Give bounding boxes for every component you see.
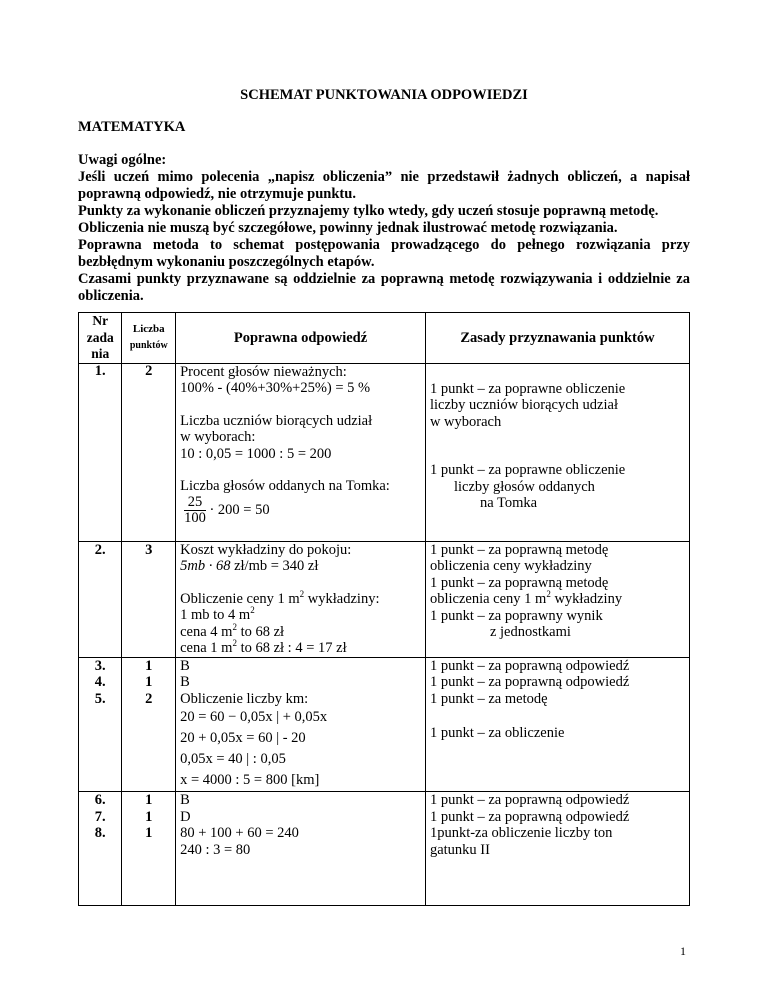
scoring-table — [78, 312, 690, 906]
note-line: Jeśli uczeń mimo polecenia „napisz obliczenia” nie przedstawił żadnych obliczeń, a napisał poprawną odpowiedź, nie otrzymuje punktu. — [78, 169, 690, 202]
task-rules: 1 punkt – za poprawną metodę obliczenia ceny wykładziny 1 punkt – za poprawną metodę obliczenia ceny 1 $m^2$ wykładziny 1 punkt – za poprawny wynik z jednostkami — [425, 541, 689, 657]
table-header-row — [79, 313, 690, 364]
table-row — [79, 792, 690, 906]
task-points: 1 1 2 — [122, 657, 176, 792]
task-answer: Koszt wykładziny do pokoju: 5mb · 68 zł/mb = 340 zł Obliczenie ceny 1 $m^2$ wykładziny: 1 mb to 4 $m^2$ cena 4 $m^2$ to 68 zł cena 1 $m^2$ to 68 zł : 4 = 17 zł — [176, 541, 426, 657]
task-answer: B B Obliczenie liczby km: 20 = 60 − 0,05x | + 0,05x 20 + 0,05x = 60 | - 20 0,05x = 40 | : 0,05 x = 4000 : 5 = 800 [km] — [176, 657, 426, 792]
task-rules: 1 punkt – za poprawną odpowiedź 1 punkt – za poprawną odpowiedź 1 punkt – za metodę 1 punkt – za obliczenie — [425, 657, 689, 792]
header-rules: Zasady przyznawania punktów — [425, 313, 689, 364]
task-number: 1. — [79, 363, 122, 541]
task-number: 6. 7. 8. — [79, 792, 122, 906]
task-number: 2. — [79, 541, 122, 657]
note-line: Czasami punkty przyznawane są oddzielnie za poprawną metodę rozwiązywania i oddzielnie za obliczenia. — [78, 271, 690, 304]
notes-heading: Uwagi ogólne: — [78, 152, 167, 168]
header-answer: Poprawna odpowiedź — [176, 313, 426, 364]
header-task-number: Nr zada nia — [79, 313, 122, 364]
task-points: 1 1 1 — [122, 792, 176, 906]
note-line: Punkty za wykonanie obliczeń przyznajemy tylko wtedy, gdy uczeń stosuje poprawną metodę. — [78, 203, 659, 219]
task-number: 3. 4. 5. — [79, 657, 122, 792]
subject-heading: MATEMATYKA — [78, 119, 186, 135]
fraction-expression: $\frac{25}{100}$ · 200 = 50 — [184, 493, 270, 526]
document-title: SCHEMAT PUNKTOWANIA ODPOWIEDZI — [240, 87, 528, 103]
page-number: 1 — [680, 944, 686, 958]
task-points: 3 — [122, 541, 176, 657]
table-row — [79, 541, 690, 657]
task-answer: Procent głosów nieważnych: 100% - (40%+30%+25%) = 5 % Liczba uczniów biorących udział w wyborach: 10 : 0,05 = 1000 : 5 = 200 Liczba głosów oddanych na Tomka: $\frac{25}{100}$ · 200 = 50 — [176, 363, 426, 541]
task-points: 2 — [122, 363, 176, 541]
table-row — [79, 657, 690, 792]
header-points: Liczba punktów — [122, 313, 176, 364]
task-answer: B D 80 + 100 + 60 = 240 240 : 3 = 80 — [176, 792, 426, 906]
fraction: $\frac{25}{100}$ — [184, 493, 206, 526]
task-rules: 1 punkt – za poprawne obliczenie liczby uczniów biorących udział w wyborach 1 punkt – za poprawne obliczenie liczby głosów oddanych na Tomka — [425, 363, 689, 541]
note-line: Poprawna metoda to schemat postępowania prowadzącego do pełnego rozwiązania przy bezbłędnym wykonaniu poszczególnych etapów. — [78, 237, 690, 270]
note-line: Obliczenia nie muszą być szczegółowe, powinny jednak ilustrować metodę rozwiązania. — [78, 220, 618, 236]
task-rules: 1 punkt – za poprawną odpowiedź 1 punkt – za poprawną odpowiedź 1punkt-za obliczenie liczby ton gatunku II — [425, 792, 689, 906]
table-row — [79, 363, 690, 541]
general-notes — [78, 152, 690, 305]
